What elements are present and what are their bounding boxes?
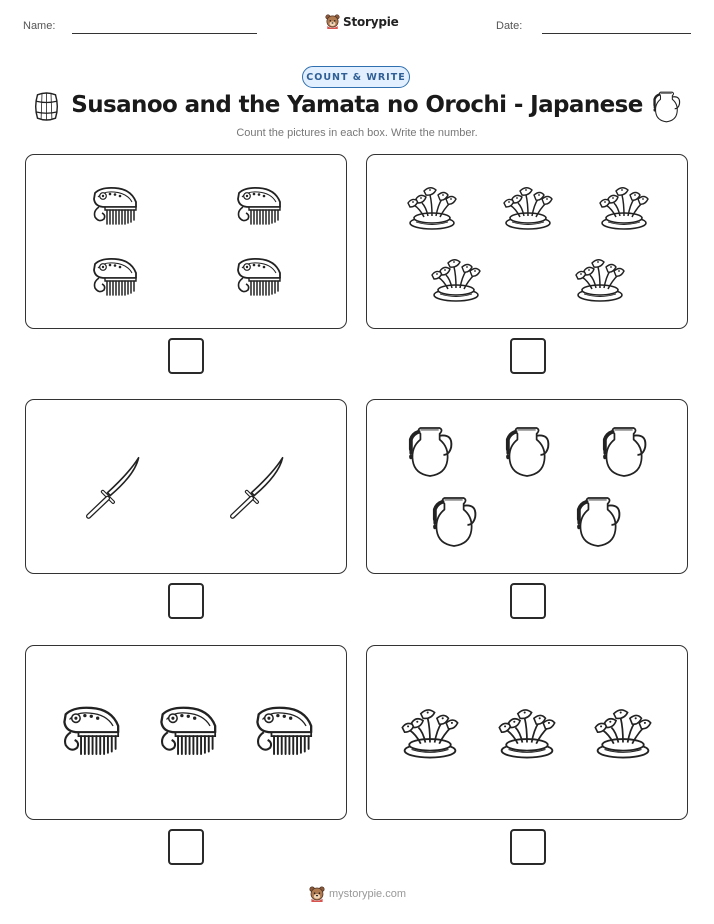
bear-mascot-icon (325, 14, 340, 29)
sword-icon (226, 454, 292, 520)
comb-icon (89, 185, 139, 227)
count-box-6 (366, 645, 688, 820)
page-title: Susanoo and the Yamata no Orochi - Japanese (71, 92, 643, 118)
answer-box-3[interactable] (168, 583, 204, 619)
comb-icon (89, 256, 139, 298)
comb-icon (58, 704, 122, 758)
instructions: Count the pictures in each box. Write the number. (236, 127, 478, 139)
count-box-1 (25, 154, 347, 329)
date-label: Date: (496, 20, 523, 32)
comb-icon (233, 185, 283, 227)
count-box-3 (25, 399, 347, 574)
footer-url[interactable]: mystorypie.com (329, 888, 407, 900)
answer-box-1[interactable] (168, 338, 204, 374)
sake-jug-icon (575, 496, 623, 548)
footer (309, 886, 406, 902)
serpent-icon (598, 181, 650, 231)
answer-box-4[interactable] (510, 583, 546, 619)
name-line[interactable] (72, 33, 257, 34)
serpent-icon (400, 702, 460, 760)
count-box-2 (366, 154, 688, 329)
brand-name: Storypie (343, 14, 399, 29)
serpent-icon (574, 253, 626, 303)
date-line[interactable] (542, 33, 691, 34)
serpent-icon (502, 181, 554, 231)
sake-jug-icon (652, 91, 682, 123)
count-box-5 (25, 645, 347, 820)
name-label: Name: (23, 20, 56, 32)
comb-icon (233, 256, 283, 298)
count-box-4 (366, 399, 688, 574)
activity-badge: COUNT & WRITE (302, 66, 410, 88)
comb-icon (251, 704, 315, 758)
serpent-icon (593, 702, 653, 760)
serpent-icon (497, 702, 557, 760)
answer-box-5[interactable] (168, 829, 204, 865)
answer-box-2[interactable] (510, 338, 546, 374)
sake-jug-icon (504, 426, 552, 478)
sword-icon (82, 454, 148, 520)
serpent-icon (430, 253, 482, 303)
sake-jug-icon (407, 426, 455, 478)
storypie-logo (325, 14, 399, 29)
sake-jug-icon (601, 426, 649, 478)
sake-jug-icon (431, 496, 479, 548)
answer-box-6[interactable] (510, 829, 546, 865)
serpent-icon (406, 181, 458, 231)
comb-icon (155, 704, 219, 758)
bear-mascot-icon (309, 886, 325, 902)
